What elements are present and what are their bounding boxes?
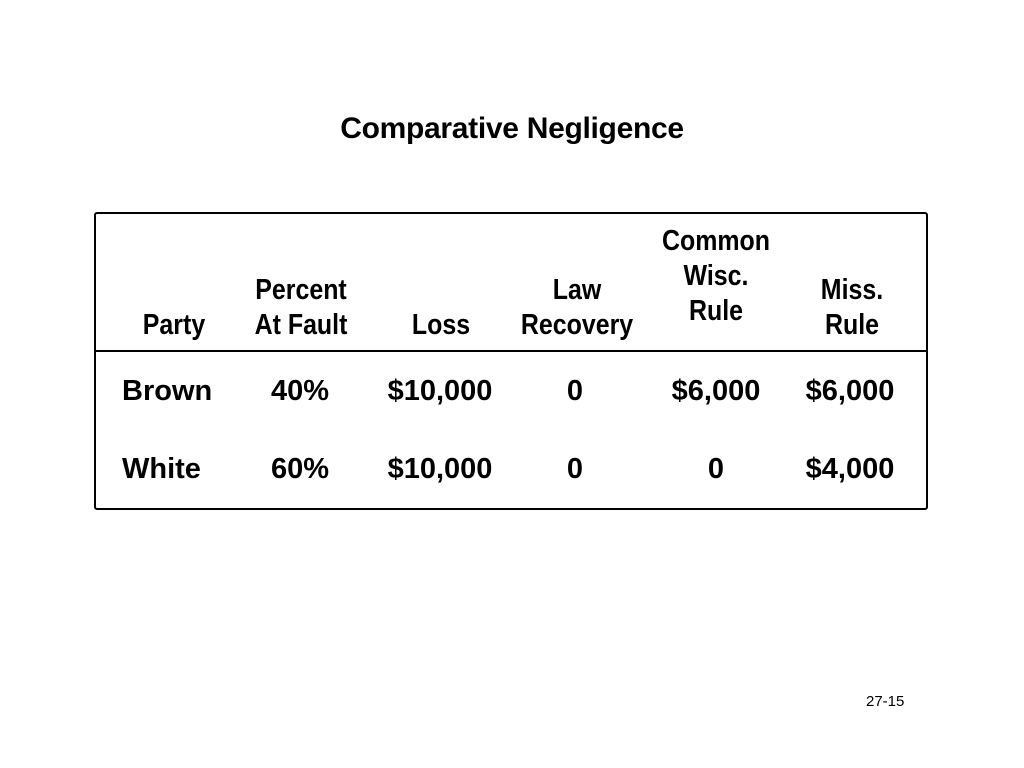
- column-header-common-wisc-rule: [658, 224, 775, 329]
- column-header-party: [122, 238, 225, 343]
- column-header-label: Party: [142, 309, 206, 341]
- header-divider: [96, 350, 926, 352]
- column-header-law-recovery: [513, 238, 642, 343]
- column-header-label: Rule: [688, 295, 744, 327]
- slide-title: Comparative Negligence: [340, 112, 684, 145]
- column-header-label: Common: [661, 225, 771, 257]
- column-header-loss: [383, 238, 498, 343]
- negligence-table: [94, 212, 928, 510]
- percent-cell: 40%: [270, 375, 330, 407]
- column-header-miss-rule: [799, 238, 906, 343]
- column-header-label: Recovery: [520, 309, 634, 341]
- page-number: 27-15: [866, 693, 905, 710]
- column-header-label: At Fault: [254, 309, 348, 341]
- column-header-label: Percent: [255, 274, 347, 306]
- wisc-rule-cell: $6,000: [671, 375, 761, 407]
- law-recovery-cell: 0: [566, 453, 584, 485]
- miss-rule-cell: $4,000: [805, 453, 895, 485]
- column-header-label: Law: [552, 274, 602, 306]
- column-header-label: Loss: [411, 309, 471, 341]
- wisc-rule-cell: 0: [707, 453, 725, 485]
- miss-rule-cell: $6,000: [805, 375, 895, 407]
- percent-cell: 60%: [270, 453, 330, 485]
- column-header-label: Wisc.: [683, 260, 749, 292]
- party-cell: Brown: [122, 375, 213, 407]
- column-header-label: Rule: [824, 309, 880, 341]
- loss-cell: $10,000: [387, 375, 493, 407]
- loss-cell: $10,000: [387, 453, 493, 485]
- column-header-percent-at-fault: [243, 238, 358, 343]
- party-cell: White: [122, 453, 201, 485]
- column-header-label: Miss.: [820, 274, 884, 306]
- law-recovery-cell: 0: [566, 375, 584, 407]
